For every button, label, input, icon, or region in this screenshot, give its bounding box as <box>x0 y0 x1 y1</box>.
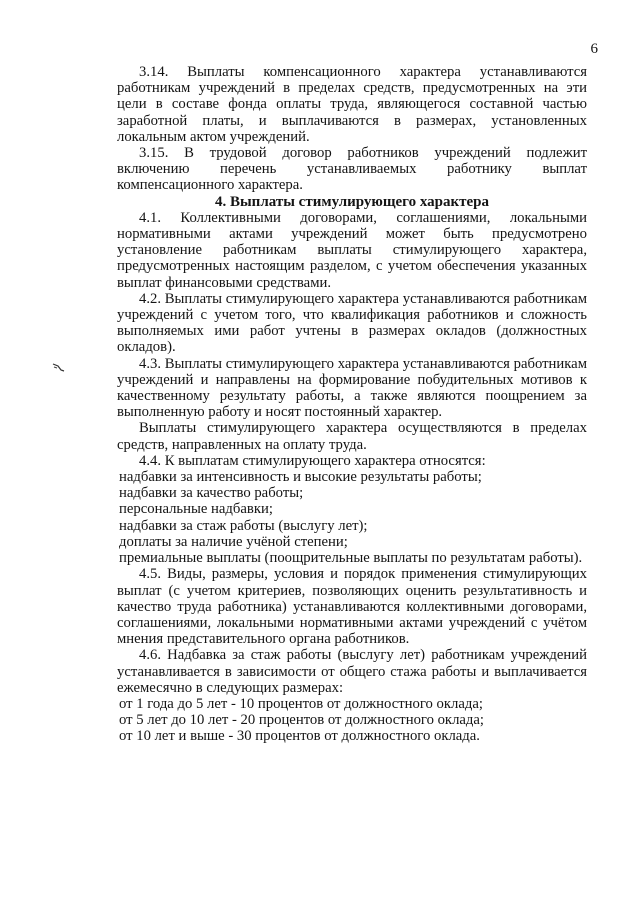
page-number: 6 <box>590 41 598 57</box>
list-item: надбавки за интенсивность и высокие результаты работы; <box>119 469 482 486</box>
paragraph-3-14: 3.14. Выплаты компенсационного характера устанавливаются работникам учреждений в пределах средств, предусмотренных на эти цели в составе фонда оплаты труда, являющегося составной частью заработной платы, и выплачиваются в размерах, установленных локальным актом учреждений. <box>117 64 587 145</box>
paragraph-4-4: 4.4. К выплатам стимулирующего характера относятся: <box>139 452 486 469</box>
list-item-last: премиальные выплаты (поощрительные выплаты по результатам работы). <box>119 550 583 567</box>
list-item: доплаты за наличие учёной степени; <box>119 533 348 550</box>
paragraph-4-3-continuation: Выплаты стимулирующего характера осуществляются в пределах средств, направленных на оплату труда. <box>117 420 587 453</box>
paragraph-4-1: 4.1. Коллективными договорами, соглашениями, локальными нормативными актами учреждений может быть предусмотрено установление работникам выплаты стимулирующего характера, предусмотренных настоящим разделом, с учетом обеспечения указанных выплат финансовыми средствами. <box>117 209 587 291</box>
scan-artifact-mark <box>52 362 66 372</box>
list-item: надбавки за стаж работы (выслугу лет); <box>119 517 368 534</box>
paragraph-4-2: 4.2. Выплаты стимулирующего характера устанавливаются работникам учреждений с учетом того, что квалификация работников и сложность выполняемых ими работ учтены в размерах окладов (должностных окладов). <box>117 290 587 356</box>
range-item: от 10 лет и выше - 30 процентов от должностного оклада. <box>119 728 480 745</box>
range-item: от 5 лет до 10 лет - 20 процентов от должностного оклада; <box>119 712 484 729</box>
document-body <box>117 64 587 745</box>
list-item: персональные надбавки; <box>119 501 273 518</box>
range-item: от 1 года до 5 лет - 10 процентов от должностного оклада; <box>119 695 483 712</box>
list-item: надбавки за качество работы; <box>119 485 304 502</box>
paragraph-3-15: 3.15. В трудовой договор работников учреждений подлежит включению перечень устанавливаемых работнику выплат компенсационного характера. <box>117 145 587 194</box>
paragraph-4-3: 4.3. Выплаты стимулирующего характера устанавливаются работникам учреждений и направлены на формирование побудительных мотивов к качественному результату работы, а также являются поощрением за выполненную работу и носят постоянный характер. <box>117 355 587 421</box>
paragraph-4-5: 4.5. Виды, размеры, условия и порядок применения стимулирующих выплат (с учетом критериев, позволяющих оценить результативность и качество труда работника) устанавливаются коллективными договорами, соглашениями, локальными нормативными актами учреждений с учётом мнения представительного органа работников. <box>117 566 587 648</box>
paragraph-4-6: 4.6. Надбавка за стаж работы (выслугу лет) работникам учреждений устанавливается в зависимости от общего стажа работы и выплачивается ежемесячно в следующих размерах: <box>117 647 587 696</box>
section-heading-4: 4. Выплаты стимулирующего характера <box>214 193 490 210</box>
